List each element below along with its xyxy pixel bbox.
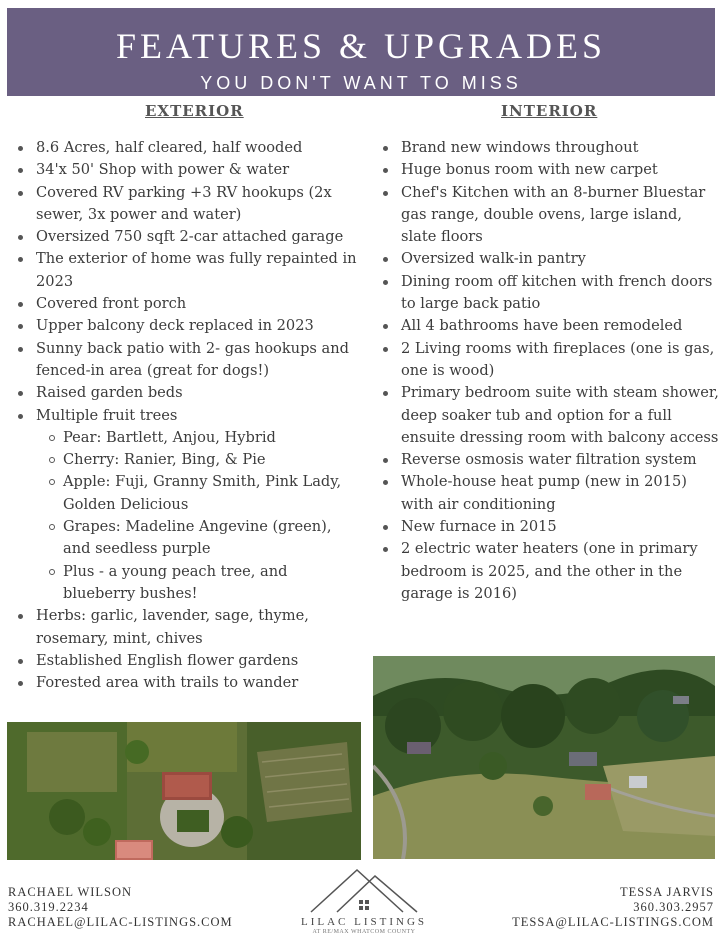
agent-left-name: RACHAEL WILSON [8,885,133,899]
list-item: Primary bedroom suite with steam shower, deep soaker tub and option for a full ensuite dressing room with balcony access [373,382,719,449]
fruit-tree-list [36,427,363,605]
list-item: Upper balcony deck replaced in 2023 [8,315,363,337]
list-item: 34'x 50' Shop with power & water [8,159,363,181]
list-item: Covered RV parking +3 RV hookups (2x sewer, 3x power and water) [8,182,363,227]
sub-list-item: Pear: Bartlett, Anjou, Hybrid [36,427,363,449]
agent-right [512,885,714,930]
sub-list-item: Grapes: Madeline Angevine (green), and seedless purple [36,516,363,561]
interior-list [373,137,719,605]
exterior-list [8,137,363,694]
interior-heading: INTERIOR [501,102,598,120]
list-item: Covered front porch [8,293,363,315]
list-item: 8.6 Acres, half cleared, half wooded [8,137,363,159]
exterior-column [8,137,363,694]
list-item: 2 Living rooms with fireplaces (one is gas, one is wood) [373,338,719,383]
list-item: Oversized 750 sqft 2-car attached garage [8,226,363,248]
list-item: New furnace in 2015 [373,516,719,538]
logo-name: LILAC LISTINGS [300,916,428,928]
list-item: Whole-house heat pump (new in 2015) with air conditioning [373,471,719,516]
list-item: All 4 bathrooms have been remodeled [373,315,719,337]
header-banner [7,8,715,96]
list-item: Forested area with trails to wander [8,672,363,694]
list-item-fruit-trees [8,405,363,606]
aerial-property-image [373,656,715,859]
list-item: Established English flower gardens [8,650,363,672]
exterior-heading: EXTERIOR [145,102,244,120]
page-title: FEATURES & UPGRADES [115,26,607,66]
house-roof-icon [297,866,431,916]
lilac-listings-logo [297,866,431,938]
list-item: Oversized walk-in pantry [373,248,719,270]
page-subtitle: YOU DON'T WANT TO MISS [200,73,522,93]
list-item: Chef's Kitchen with an 8-burner Bluestar gas range, double ovens, large island, slate floors [373,182,719,249]
agent-left-email: RACHAEL@LILAC-LISTINGS.COM [8,915,233,929]
list-item: Reverse osmosis water filtration system [373,449,719,471]
list-item: 2 electric water heaters (one in primary bedroom is 2025, and the other in the garage is 2016) [373,538,719,605]
sub-list-item: Cherry: Ranier, Bing, & Pie [36,449,363,471]
agent-right-email: TESSA@LILAC-LISTINGS.COM [512,915,714,929]
agent-right-name: TESSA JARVIS [619,885,714,899]
aerial-photo-property [373,656,715,859]
sub-list-item: Apple: Fuji, Granny Smith, Pink Lady, Golden Delicious [36,471,363,516]
sub-list-item: Plus - a young peach tree, and blueberry bushes! [36,561,363,606]
logo-tagline: AT RE/MAX WHATCOM COUNTY [312,929,416,935]
list-item: The exterior of home was fully repainted in 2023 [8,248,363,293]
list-item-label: Multiple fruit trees [36,406,178,424]
agent-left-phone: 360.319.2234 [8,900,89,914]
interior-column [373,137,719,605]
agent-right-phone: 360.303.2957 [633,900,714,914]
aerial-photo-gardens [7,722,361,860]
list-item: Brand new windows throughout [373,137,719,159]
list-item: Herbs: garlic, lavender, sage, thyme, rosemary, mint, chives [8,605,363,650]
list-item: Raised garden beds [8,382,363,404]
agent-left [8,885,233,930]
list-item: Dining room off kitchen with french doors to large back patio [373,271,719,316]
list-item: Sunny back patio with 2- gas hookups and fenced-in area (great for dogs!) [8,338,363,383]
list-item: Huge bonus room with new carpet [373,159,719,181]
aerial-gardens-image [7,722,361,860]
